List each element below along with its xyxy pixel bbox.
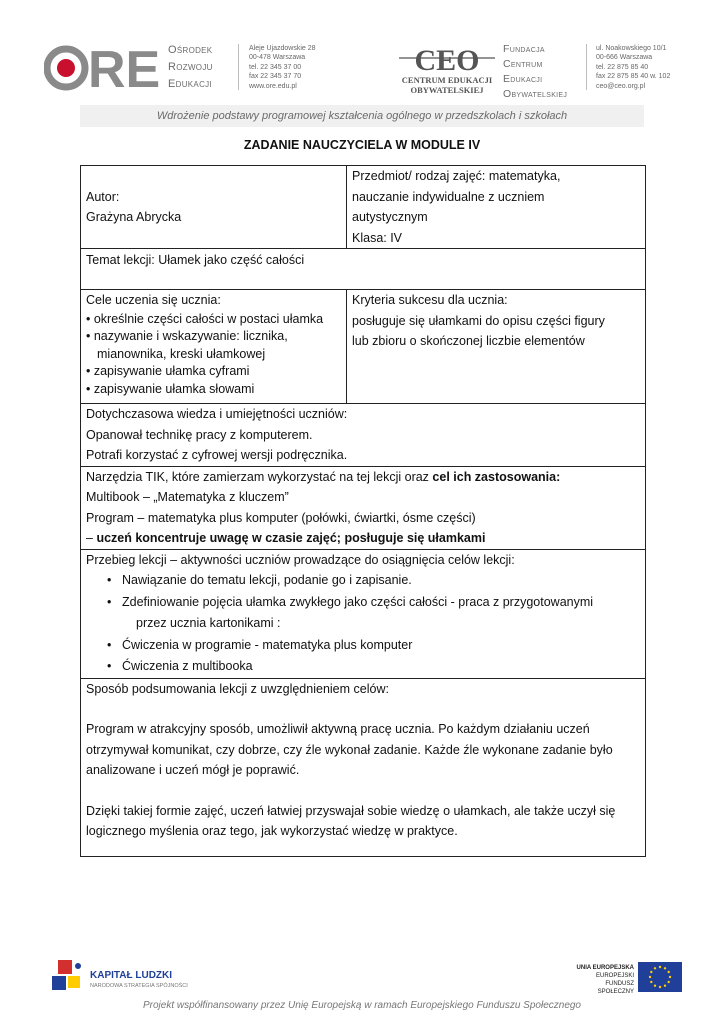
table-row (81, 466, 646, 549)
ceo-name: Fundacja Centrum Edukacji Obywatelskiej (503, 43, 568, 100)
table-row (81, 404, 646, 467)
tagline: Wdrożenie podstawy programowej kształcenia ogólnego w przedszkolach i szkołach (80, 105, 644, 127)
goals-cell: Cele uczenia się ucznia: • określnie części całości w postaci ułamka • nazywanie i wskazywanie: licznika, mianownika, kreski ułamkowej • zapisywanie ułamka cyframi • zapisywanie ułamka słowami (81, 290, 347, 404)
svg-text:CENTRUM EDUKACJI: CENTRUM EDUKACJI (401, 75, 493, 85)
subject-cell: Przedmiot/ rodzaj zajęć: matematyka, nauczanie indywidualne z uczniem autystycznym Klasa: IV (347, 166, 646, 249)
divider (238, 44, 239, 90)
kapital-ludzki-logo: KAPITAŁ LUDZKI NARODOWA STRATEGIA SPÓJNOŚCI (50, 958, 200, 998)
table-row (81, 249, 646, 290)
list-item: • zapisywanie ułamka cyframi (86, 364, 250, 378)
tools-cell: Narzędzia TIK, które zamierzam wykorzystać na tej lekcji oraz cel ich zastosowania: Multibook – „Matematyka z kluczem” Program – matematyka plus komputer (połówki, ćwiartki, ósme części) – uczeń koncentruje uwagę w czasie zajęć; posługuje się ułamkami (81, 466, 646, 549)
criteria-cell: Kryteria sukcesu dla ucznia: posługuje się ułamkami do opisu części figury lub zbioru o skończonej liczbie elementów (347, 290, 646, 404)
summary-cell: Sposób podsumowania lekcji z uwzględnieniem celów: Program w atrakcyjny sposób, umożliwił aktywną pracę ucznia. Po każdym działaniu uczeń otrzymywał komunikat, czy dobrze, czy źle wykonał zadanie. Każde źle wykonane zadanie było analizowane i uczeń mógł je poprawić. Dzięki takiej formie zajęć, uczeń łatwiej przyswajał sobie wiedzę o ułamkach, ale także uczył się logicznego myślenia oraz tego, jak wykorzystać wiedzę w praktyce. (81, 678, 646, 856)
divider (586, 44, 587, 90)
list-item: • zapisywanie ułamka słowami (86, 381, 255, 396)
svg-text:CEO: CEO (414, 44, 480, 77)
ore-logo (44, 42, 162, 94)
table-row (81, 166, 646, 249)
table-row (81, 549, 646, 678)
list-item: mianownika, kreski ułamkowej (97, 346, 266, 361)
ore-name: Ośrodek Rozwoju Edukacji (168, 44, 213, 90)
course-list (86, 570, 640, 678)
goals-list (86, 311, 341, 399)
knowledge-cell: Dotychczasowa wiedza i umiejętności uczniów: Opanował technikę pracy z komputerem. Potrafi korzystać z cyfrowej wersji podręcznika. (81, 404, 646, 467)
lesson-table (80, 165, 646, 857)
list-item: • Nawiązanie do tematu lekcji, podanie go i zapisanie. (122, 570, 640, 592)
course-cell: Przebieg lekcji – aktywności uczniów prowadzące do osiągnięcia celów lekcji: • Nawiązanie do tematu lekcji, podanie go i zapisanie. • Zdefiniowanie pojęcia ułamka zwykłego jako części całości - praca z przygotowanymi przez ucznia kartonikami : • Ćwiczenia w programie - matematyka plus komputer • Ćwiczenia z multibooka (81, 549, 646, 678)
eu-flag-icon (638, 962, 682, 992)
svg-text:OBYWATELSKIEJ: OBYWATELSKIEJ (410, 85, 484, 95)
list-item: • określnie części całości w postaci ułamka (86, 311, 324, 326)
ceo-logo (397, 40, 497, 96)
list-item: • Zdefiniowanie pojęcia ułamka zwykłego jako części całości - praca z przygotowanymi przez ucznia kartonikami : (122, 592, 640, 635)
svg-text:RE: RE (88, 42, 161, 94)
list-item: • nazywanie i wskazywanie: licznika, (86, 329, 288, 343)
ceo-address: ul. Noakowskiego 10/1 00-666 Warszawa tel. 22 875 85 40 fax 22 875 85 40 w. 102 ceo@ceo.org.pl (596, 45, 671, 90)
footer-text: Projekt współfinansowany przez Unię Europejską w ramach Europejskiego Funduszu Społecznego (142, 1000, 581, 1011)
author-cell: Autor: Grażyna Abrycka (81, 166, 347, 249)
table-row (81, 678, 646, 856)
table-row (81, 290, 646, 404)
kapital-ludzki-icon (50, 958, 86, 998)
list-item: • Ćwiczenia w programie - matematyka plus komputer (122, 635, 640, 657)
list-item: • Ćwiczenia z multibooka (122, 656, 640, 678)
page-title: ZADANIE NAUCZYCIELA W MODULE IV (243, 138, 481, 152)
ore-address: Aleje Ujazdowskie 28 00-478 Warszawa tel. 22 345 37 00 fax 22 345 37 70 www.ore.edu.pl (249, 45, 316, 90)
topic-cell: Temat lekcji: Ułamek jako część całości (81, 249, 646, 290)
eu-logo: UNIA EUROPEJSKA EUROPEJSKI FUNDUSZ SPOŁECZNY (570, 962, 682, 994)
